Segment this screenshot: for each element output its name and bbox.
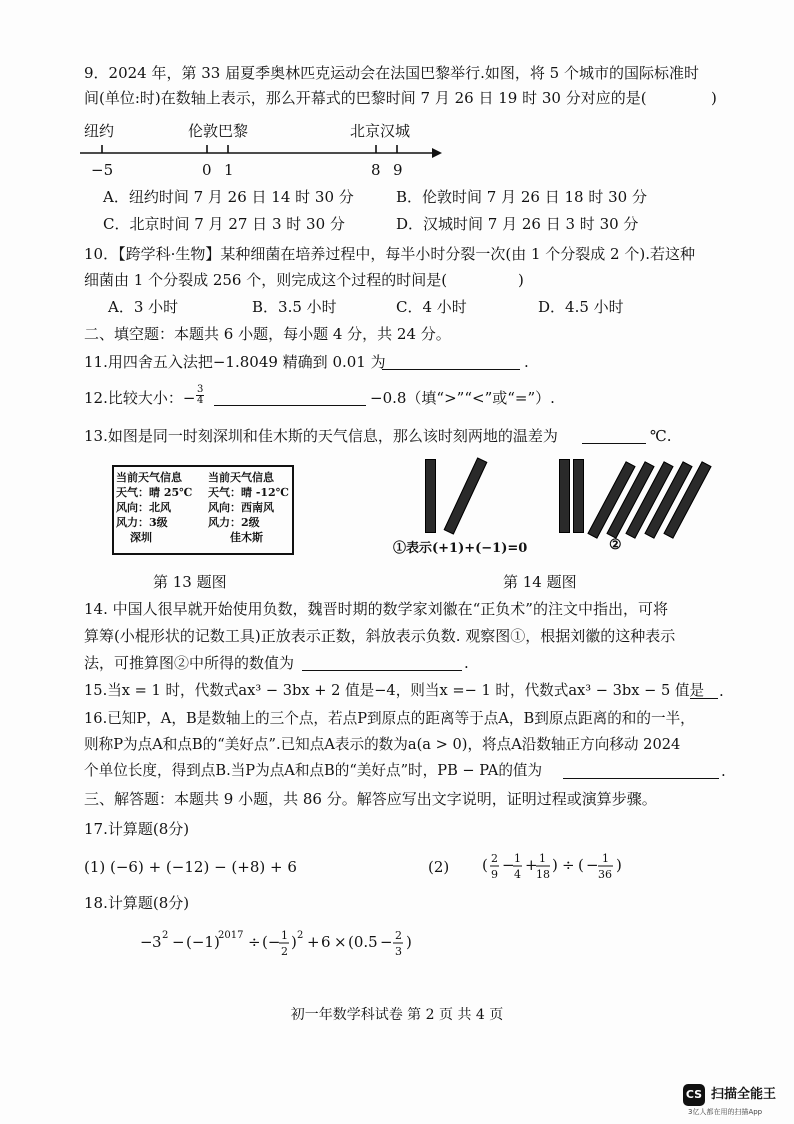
q10-option-a: A．3 小时 xyxy=(108,298,179,316)
q16-answer-blank xyxy=(563,764,719,779)
q12-post: −0.8（填“>”“<”或“=”）. xyxy=(370,389,555,407)
weather-info-box xyxy=(112,465,294,555)
svg-text:): ) xyxy=(406,933,412,951)
q9-line1: 9．2024 年，第 33 届夏季奥林匹克运动会在法国巴黎举行.如图，将 5 个城市的国际标准时 xyxy=(84,64,699,82)
svg-text:36: 36 xyxy=(598,868,612,881)
section3-heading: 三、解答题：本题共 9 小题，共 86 分。解答应写出文字说明，证明过程或演算步骤。 xyxy=(84,790,657,808)
svg-text:÷: ÷ xyxy=(562,856,575,874)
weather-temp-jiamusi: 天气：晴 -12℃ xyxy=(208,486,289,499)
camscanner-tagline: 3亿人都在用的扫描App xyxy=(688,1108,763,1116)
svg-text:−: − xyxy=(586,856,599,874)
svg-text:−: − xyxy=(172,933,185,951)
q9-option-d: D．汉城时间 7 月 26 日 3 时 30 分 xyxy=(396,215,639,233)
tick-label-8: 8 xyxy=(371,161,381,179)
tick-label-9: 9 xyxy=(393,161,403,179)
svg-text:): ) xyxy=(616,856,622,874)
svg-text:÷: ÷ xyxy=(248,933,261,951)
q17-part2-label: (2) xyxy=(428,858,450,876)
svg-text:−: − xyxy=(140,933,153,951)
q13-text: 13.如图是同一时刻深圳和佳木斯的天气信息，那么该时刻两地的温差为 xyxy=(84,427,558,445)
weather-header-shenzhen: 当前天气信息 xyxy=(116,471,182,484)
q15-text: 15.当x = 1 时，代数式ax³ − 3bx + 2 值是−4，则当x =− 1 时，代数式ax³ − 3bx − 5 值是 xyxy=(84,682,705,699)
weather-wind-force-shenzhen: 风力：3级 xyxy=(116,516,168,529)
q15-end: . xyxy=(719,682,724,700)
q10-paren-close: ) xyxy=(518,271,524,289)
weather-wind-force-jiamusi: 风力：2级 xyxy=(208,516,260,529)
q18-title: 18.计算题(8分) xyxy=(84,894,190,912)
q13-answer-blank xyxy=(582,429,646,444)
svg-text:−: − xyxy=(502,856,515,874)
svg-text:3: 3 xyxy=(395,945,402,958)
q18-expression xyxy=(140,920,440,962)
city-beijing-seoul: 北京汉城 xyxy=(350,122,411,140)
weather-city-jiamusi: 佳木斯 xyxy=(230,531,263,544)
svg-text:(0.5: (0.5 xyxy=(348,933,378,951)
tick-label-neg5: −5 xyxy=(91,161,114,179)
q9-option-b: B．伦敦时间 7 月 26 日 18 时 30 分 xyxy=(396,188,647,206)
q12-fraction xyxy=(196,385,204,406)
svg-text:1: 1 xyxy=(514,852,521,865)
weather-wind-dir-shenzhen: 风向：北风 xyxy=(116,501,171,514)
camscanner-logo-icon: CS xyxy=(683,1084,705,1106)
svg-text:2: 2 xyxy=(297,930,304,941)
svg-text:+: + xyxy=(525,856,538,874)
svg-text:(−1): (−1) xyxy=(186,933,220,951)
q12-answer-blank xyxy=(214,391,366,406)
q14-answer-blank xyxy=(302,656,462,671)
q17-title: 17.计算题(8分) xyxy=(84,820,190,838)
q11-answer-blank xyxy=(382,355,520,370)
svg-text:3: 3 xyxy=(152,933,162,951)
svg-text:1: 1 xyxy=(602,852,609,865)
q10-line1: 10．【跨学科·生物】某种细菌在培养过程中，每半小时分裂一次(由 1 个分裂成 2 个).若这种 xyxy=(84,245,695,263)
camscanner-name: 扫描全能王 xyxy=(711,1087,777,1102)
svg-text:(: ( xyxy=(578,856,584,874)
caption-fig14: 第 14 题图 xyxy=(503,573,577,591)
q14-end: . xyxy=(464,654,469,672)
q17-part2-expression xyxy=(482,845,652,885)
svg-text:): ) xyxy=(291,933,297,951)
q11-text: 11.用四舍五入法把−1.8049 精确到 0.01 为 xyxy=(84,353,386,371)
q16-line2: 则称P为点A和点B的“美好点”.已知点A表示的数为a(a > 0)，将点A沿数轴正方向移动 2024 xyxy=(84,736,681,753)
q14-line3: 法，可推算图②中所得的数值为 xyxy=(84,654,295,672)
q12-fraction-den: 4 xyxy=(197,395,204,406)
q15-answer-blank xyxy=(690,684,718,699)
q9-paren-close: ) xyxy=(711,89,717,107)
weather-header-jiamusi: 当前天气信息 xyxy=(208,471,274,484)
q13-unit: ℃. xyxy=(650,427,672,445)
weather-city-shenzhen: 深圳 xyxy=(130,531,152,544)
rod-slanted-fig1 xyxy=(444,457,488,534)
svg-text:(: ( xyxy=(482,856,488,874)
city-london-paris: 伦敦巴黎 xyxy=(188,122,249,140)
svg-text:2: 2 xyxy=(491,852,498,865)
section2-heading: 二、填空题：本题共 6 小题，每小题 4 分，共 24 分。 xyxy=(84,325,451,343)
svg-text:): ) xyxy=(552,856,558,874)
q17-part1: (1) (−6) + (−12) − (+8) + 6 xyxy=(84,858,297,876)
q14-line2: 算筹(小棍形状的记数工具)正放表示正数，斜放表示负数. 观察图①，根据刘徽的这种表示 xyxy=(84,627,676,645)
svg-text:18: 18 xyxy=(536,868,550,881)
svg-text:(−: (− xyxy=(262,933,281,951)
q10-line2: 细菌由 1 个分裂成 256 个，则完成这个过程的时间是( xyxy=(84,271,448,289)
svg-text:1: 1 xyxy=(281,929,288,942)
svg-text:2: 2 xyxy=(395,929,402,942)
svg-text:2: 2 xyxy=(162,930,169,941)
q10-option-c: C．4 小时 xyxy=(396,298,467,316)
q12-fraction-num: 3 xyxy=(197,384,204,395)
q9-option-c: C．北京时间 7 月 27 日 3 时 30 分 xyxy=(103,215,345,233)
q9-line2: 间(单位:时)在数轴上表示，那么开幕式的巴黎时间 7 月 26 日 19 时 30 分对应的是( xyxy=(84,89,647,107)
tick-label-0: 0 xyxy=(202,161,212,179)
q11-end: . xyxy=(524,353,529,371)
q12-pre: 12.比较大小：− xyxy=(84,389,196,407)
svg-text:1: 1 xyxy=(539,852,546,865)
weather-jiamusi xyxy=(208,470,289,545)
caption-fig13: 第 13 题图 xyxy=(153,573,227,591)
svg-text:×: × xyxy=(334,933,347,951)
rod-upright-fig2-1 xyxy=(559,459,570,533)
svg-text:4: 4 xyxy=(514,868,521,881)
rod-upright-fig1 xyxy=(425,459,436,533)
svg-text:2: 2 xyxy=(281,945,288,958)
q16-end: . xyxy=(721,762,726,780)
q9-option-a: A．纽约时间 7 月 26 日 14 时 30 分 xyxy=(103,188,354,206)
weather-temp-shenzhen: 天气：晴 25℃ xyxy=(116,486,193,499)
q10-option-d: D．4.5 小时 xyxy=(538,298,624,316)
rod-upright-fig2-2 xyxy=(573,459,584,533)
svg-text:+: + xyxy=(307,933,320,951)
fig14-label-2: ② xyxy=(609,537,622,553)
page-footer: 初一年数学科试卷 第 2 页 共 4 页 xyxy=(290,1007,504,1023)
q16-line1: 16.已知P，A，B是数轴上的三个点，若点P到原点的距离等于点A，B到原点距离的和的一半， xyxy=(84,710,695,727)
city-newyork: 纽约 xyxy=(84,122,115,140)
q14-line1: 14. 中国人很早就开始使用负数，魏晋时期的数学家刘徽在“正负术”的注文中指出，可将 xyxy=(84,600,668,618)
q10-option-b: B．3.5 小时 xyxy=(252,298,337,316)
svg-text:−: − xyxy=(380,933,393,951)
tick-label-1: 1 xyxy=(224,161,234,179)
weather-wind-dir-jiamusi: 风向：西南风 xyxy=(208,501,274,514)
weather-shenzhen xyxy=(116,470,192,545)
svg-text:9: 9 xyxy=(491,868,498,881)
svg-text:2017: 2017 xyxy=(218,930,244,941)
q16-line3: 个单位长度，得到点B.当P为点A和点B的“美好点”时，PB − PA的值为 xyxy=(84,762,543,779)
svg-text:6: 6 xyxy=(321,933,331,951)
fig14-label-1: ①表示(+1)+(−1)=0 xyxy=(393,541,528,556)
